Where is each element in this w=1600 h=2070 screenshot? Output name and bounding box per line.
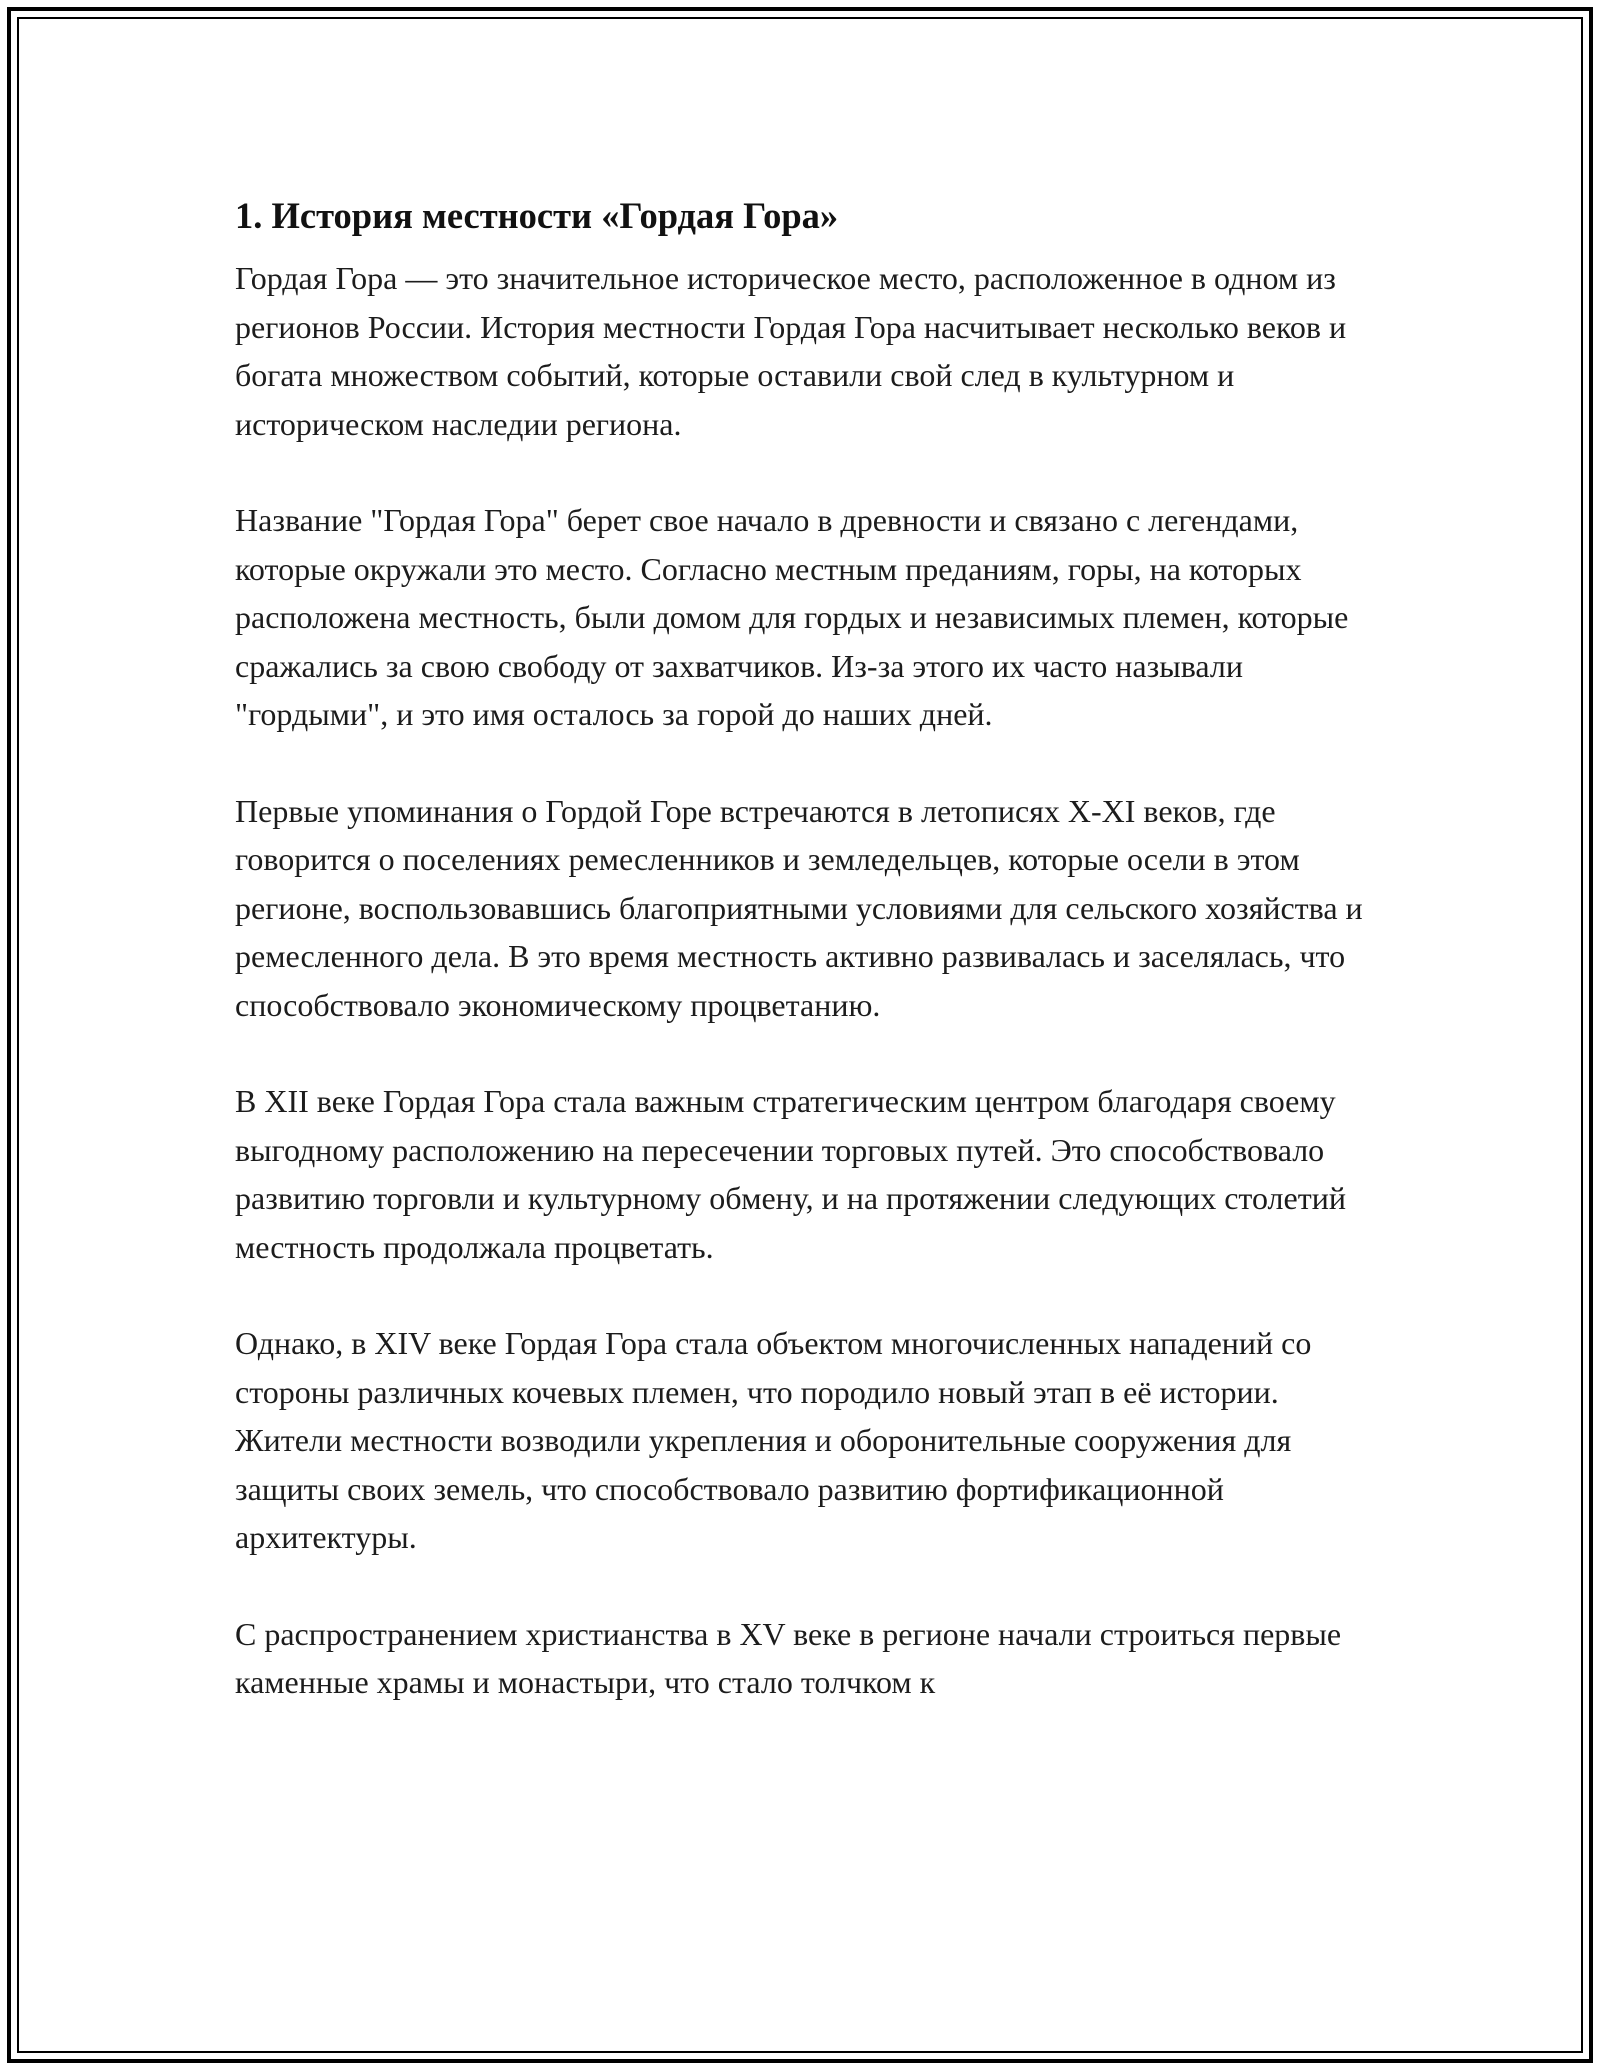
paragraph-15th-century: С распространением христианства в XV веке в регионе начали строиться первые каменные храмы и монастыри, что стало толчком к [235,1615,1342,1700]
paragraph-name-origin: Название "Гордая Гора" берет свое начало в древности и связано с легендами, которые окружали это место. Согласно местным преданиям, горы, на которых расположена местность, были домом для гордых и независимых племен, которые сражались за свою свободу от захватчиков. Из-за этого их часто называли "гордыми", и это имя осталось за горой до наших дней. [235,502,1349,732]
paragraph-intro: Гордая Гора — это значительное историческое место, расположенное в одном из регионов России. История местности Гордая Гора насчитывает несколько веков и богата множеством событий, которые оставили свой след в культурном и историческом наследии региона. [235,260,1347,442]
section-heading: 1. История местности «Гордая Гора» [235,195,839,236]
paragraph-14th-century: Однако, в XIV веке Гордая Гора стала объектом многочисленных нападений со стороны различных кочевых племен, что породило новый этап в её истории. Жители местности возводили укрепления и оборонительные сооружения для защиты своих земель, что способствовало развитию фортификационной архитектуры. [235,1325,1312,1555]
paragraph-12th-century: В XII веке Гордая Гора стала важным стратегическим центром благодаря своему выгодному расположению на пересечении торговых путей. Это способствовало развитию торговли и культурному обмену, и на протяжении следующих столетий местность продолжала процветать. [235,1083,1346,1265]
document-body [235,192,1375,1755]
paragraph-first-mentions: Первые упоминания о Гордой Горе встречаются в летописях X-XI веков, где говорится о поселениях ремесленников и земледельцев, которые осели в этом регионе, воспользовавшись благоприятными условиями для сельского хозяйства и ремесленного дела. В это время местность активно развивалась и заселялась, что способствовало экономическому процветанию. [235,792,1363,1023]
